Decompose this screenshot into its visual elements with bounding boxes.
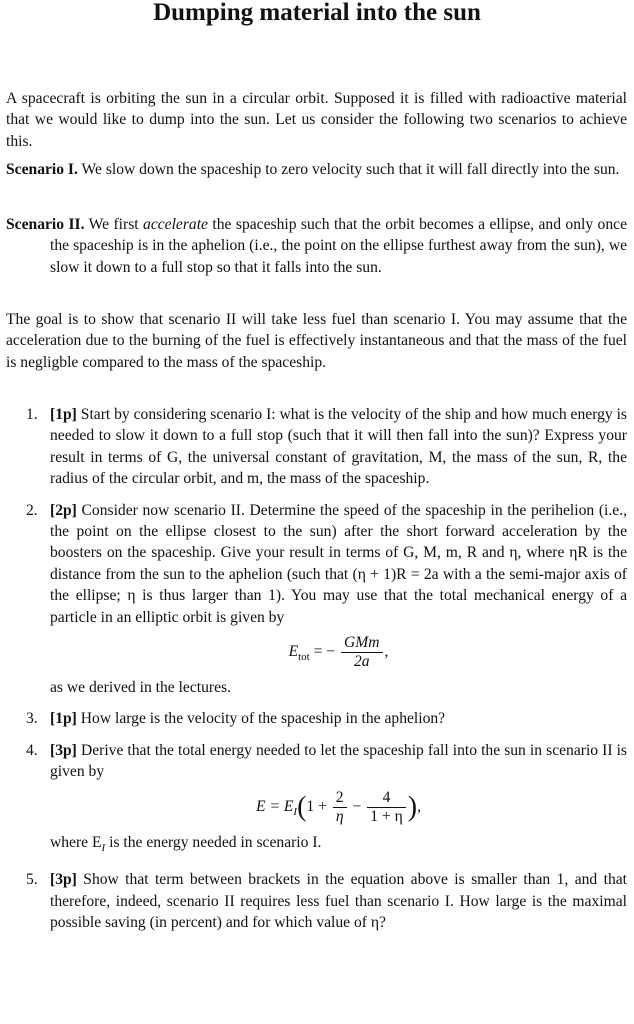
question-text: Start by considering scenario I: what is the velocity of the ship and how much energy is needed to slow it down to a full stop (such that it will then fall into the sun)? Express your result in terms of G, the universal constant of gravitation, M, the mass of the sun, R, the radius of the circular orbit, and m, the mass of the spaceship. bbox=[50, 406, 628, 488]
question-number: 5. bbox=[26, 871, 38, 889]
question-points: [1p] bbox=[50, 710, 77, 728]
eq-mid: = − bbox=[309, 643, 336, 661]
eq-fraction-2 bbox=[367, 789, 406, 826]
energy-equation bbox=[50, 634, 627, 671]
eq-lhs: E bbox=[288, 643, 299, 661]
question-points: [3p] bbox=[50, 741, 77, 759]
question-5 bbox=[6, 869, 627, 933]
after-a: where E bbox=[50, 833, 102, 851]
eq-f2-numerator: 4 bbox=[367, 789, 406, 808]
question-points: [3p] bbox=[50, 871, 77, 889]
eq-tail: , bbox=[384, 643, 389, 661]
question-after-text bbox=[50, 832, 627, 860]
after-b: is the energy needed in scenario I. bbox=[109, 833, 322, 851]
left-paren: ( bbox=[297, 791, 307, 823]
question-4 bbox=[6, 740, 627, 859]
eq-fraction bbox=[341, 634, 383, 671]
eq-lhs-sub: tot bbox=[298, 651, 310, 664]
question-number: 4. bbox=[26, 741, 38, 759]
question-after-text: as we derived in the lectures. bbox=[50, 679, 231, 697]
right-paren: ) bbox=[407, 791, 418, 823]
scenario-2-label: Scenario II. bbox=[6, 216, 85, 233]
scenario-1-label: Scenario I. bbox=[6, 161, 78, 178]
eq-numerator: GMm bbox=[341, 634, 383, 653]
eq-a-sub: I bbox=[293, 805, 298, 818]
scenario-2 bbox=[6, 214, 627, 278]
total-energy-equation bbox=[50, 789, 627, 826]
after-sub: I bbox=[101, 841, 106, 854]
scenario-2-text-b: the spaceship such that the orbit becomes a ellipse, and only once the spaceship is in the aphelion (i.e., the point on the ellipse furthest away from the sun), we slow it down to a full stop so that it falls into the sun. bbox=[50, 216, 627, 276]
scenario-1 bbox=[6, 159, 627, 180]
question-text: Consider now scenario II. Determine the speed of the spaceship in the perihelion (i.e., the point on the ellipse closest to the sun) after the short forward acceleration by the boosters on the spaceship. Give your result in terms of G, M, m, R and η, where ηR is the distance from the sun to the aphelion (such that (η + 1)R = 2a with a the semi-major axis of the ellipse; η is thus larger than 1). You may use that the total mechanical energy of a particle in an elliptic orbit is given by bbox=[50, 501, 627, 626]
question-text: How large is the velocity of the spaceship in the aphelion? bbox=[80, 710, 446, 728]
eq-f1-numerator: 2 bbox=[333, 789, 347, 808]
eq-f2-denominator: 1 + η bbox=[370, 807, 403, 825]
scenario-2-text-a: We first bbox=[88, 216, 139, 233]
eq-c: − bbox=[352, 797, 362, 815]
eq-denominator: 2a bbox=[353, 653, 370, 671]
scenario-2-emphasis: accelerate bbox=[143, 216, 208, 233]
question-points: [1p] bbox=[50, 406, 77, 423]
intro-paragraph: A spacecraft is orbiting the sun in a circular orbit. Supposed it is filled with radioactive material that we would like to dump into the sun. Let us consider the following two scenarios to achieve this. bbox=[6, 90, 627, 150]
question-number: 3. bbox=[26, 710, 38, 728]
question-list bbox=[6, 404, 627, 943]
question-number: 2. bbox=[26, 501, 38, 519]
eq-a: E = E bbox=[256, 797, 294, 815]
question-points: [2p] bbox=[50, 501, 77, 519]
eq-f1-denominator: η bbox=[335, 807, 344, 825]
question-1 bbox=[6, 404, 627, 490]
question-2 bbox=[6, 500, 627, 699]
eq-tail: , bbox=[417, 797, 421, 815]
goal-paragraph: The goal is to show that scenario II will take less fuel than scenario I. You may assume that the acceleration due to the burning of the fuel is effectively instantaneous and that the mass of the fuel is negligble compared to the mass of the spaceship. bbox=[6, 311, 627, 371]
eq-fraction-1 bbox=[333, 789, 347, 826]
question-3 bbox=[6, 708, 627, 729]
scenario-1-text: We slow down the spaceship to zero velocity such that it will fall directly into the sun. bbox=[81, 161, 620, 178]
question-text: Derive that the total energy needed to let the spaceship fall into the sun in scenario II is given by bbox=[50, 741, 627, 781]
page-title: Dumping material into the sun bbox=[153, 0, 481, 26]
question-number: 1. bbox=[26, 406, 38, 423]
question-text: Show that term between brackets in the equation above is smaller than 1, and that therefore, indeed, scenario II requires less fuel than scenario I. How large is the maximal possible saving (in percent) and for which value of η? bbox=[50, 871, 627, 932]
eq-b: 1 + bbox=[306, 797, 327, 815]
